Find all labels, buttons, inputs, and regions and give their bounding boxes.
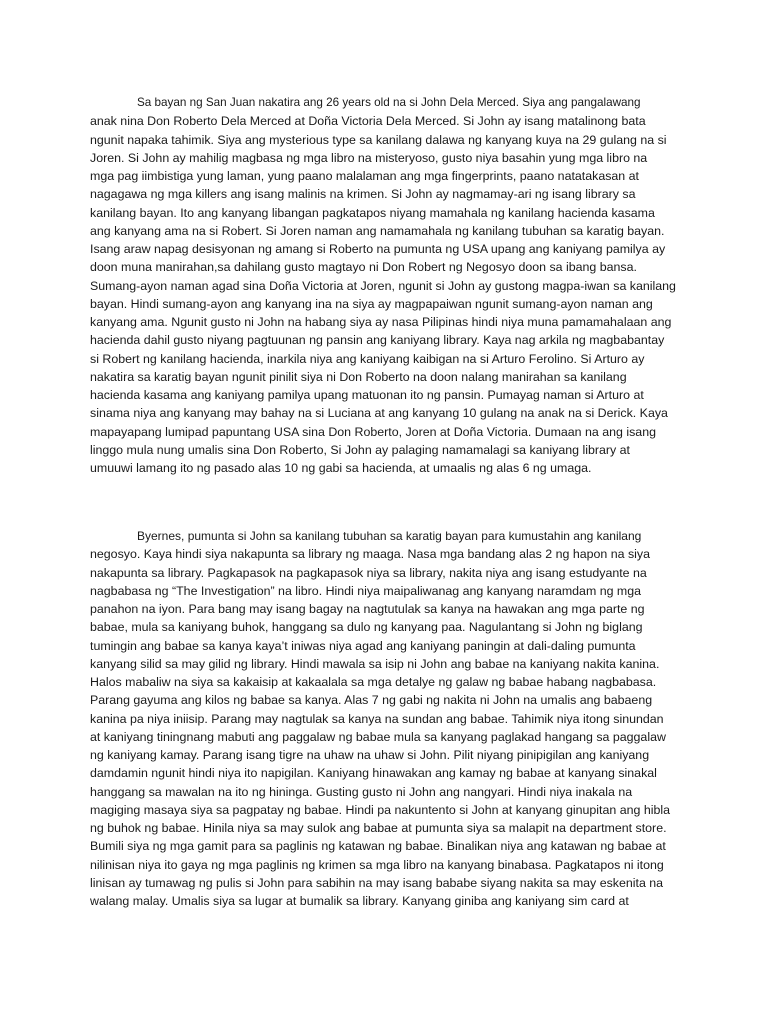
text-line: ng kaniyang kamay. Parang isang tigre na uhaw na uhaw si John. Pilit niyang pinipigilan ang kaniyang <box>90 748 650 762</box>
text-line: linggo mula nung umalis sina Don Roberto, Si John ay palaging namamalagi sa kaniyang library at <box>90 442 630 457</box>
text-line: walang malay. Umalis siya sa lugar at bumalik sa library. Kanyang giniba ang kaniyang sim card at <box>90 894 629 908</box>
text-line: Parang gayuma ang kilos ng babae sa kanya. Alas 7 ng gabi ng nakita ni John na umalis ang babaeng <box>90 693 653 708</box>
text-line: Sumang-ayon naman agad sina Doña Victoria at Joren, ngunit si John ay gustong magpa-iwan sa kanilang <box>90 278 676 293</box>
text-line: nakapunta sa library. Pagkapasok na pagkapasok niya sa library, nakita niya ang isang estudyante na <box>90 565 647 580</box>
text-line: bayan. Hindi sumang-ayon ang kanyang ina na siya ay magpapaiwan ngunit sumang-ayon naman ang <box>90 296 653 311</box>
text-line: kanilang bayan. Ito ang kanyang libangan pagkatapos niyang mamahala ng kanilang hacienda kasama <box>90 205 655 220</box>
paragraph-2 <box>90 527 690 910</box>
text-line: ng buhok ng babae. Hinila niya sa may sulok ang babae at pumunta siya sa malapit na department store. <box>90 821 667 835</box>
text-line: babae, mula sa kaniyang buhok, hanggang sa dulo ng kanyang paa. Nagulantang si John ng biglang <box>90 620 643 635</box>
text-line: kanina pa niya iniisip. Parang may nagtulak sa kanya na sundan ang babae. Tahimik niya itong sinundan <box>90 711 664 726</box>
text-line: nilinisan niya ito gaya ng mga paglinis ng krimen sa mga libro na kanyang binabasa. Pagkatapos ni itong <box>90 857 664 872</box>
text-line: Sa bayan ng San Juan nakatira ang 26 years old na si John Dela Merced. Siya ang pangalawang <box>137 96 641 109</box>
text-line: mapayapang lumipad papuntang USA sina Don Roberto, Joren at Doña Victoria. Dumaan na ang isang <box>90 424 656 439</box>
text-line: hacienda kasama ang kaniyang pamilya upang matuonan ito ng pansin. Pumayag naman si Arturo at <box>90 388 644 402</box>
text-line: si Robert ng kanilang hacienda, inarkila niya ang kaniyang kaibigan na si Arturo Ferolino. Si Arturo ay <box>90 351 645 366</box>
text-line: nagbabasa ng “The Investigation” na libro. Hindi niya maipaliwanag ang kanyang naramdam ng mga <box>90 583 642 598</box>
text-line: Joren. Si John ay mahilig magbasa ng mga libro na misteryoso, gusto niya basahin yung mga libro na <box>90 150 648 165</box>
text-line: doon muna manirahan,sa dahilang gusto magtayo ni Don Robert ng Negosyo doon sa ibang bansa. <box>90 260 637 275</box>
text-line: panahon na iyon. Para bang may isang bagay na nagtutulak sa kanya na hawakan ang mga parte ng <box>90 602 645 616</box>
text-line: Halos mabaliw na siya sa kakaisip at kakaalala sa mga detalye ng galaw ng babae habang nagbabasa. <box>90 675 657 689</box>
text-line: magiging masaya siya sa pagpatay ng babae. Hindi pa nakuntento si John at kanyang ginupitan ang hibla <box>90 802 671 817</box>
text-line: Byernes, pumunta si John sa kanilang tubuhan sa karatig bayan para kumustahin ang kanilang <box>137 529 642 543</box>
text-line: hacienda dahil gusto niyang pagtuunan ng pansin ang kaniyang library. Kaya nag arkila ng magbabantay <box>90 333 665 348</box>
text-line: ang kanyang ama na si Robert. Si Joren naman ang namamahala ng kanilang tubuhan sa karatig bayan. <box>90 223 665 238</box>
text-line: kanyang silid sa may gilid ng library. Hindi mawala sa isip ni John ang babae na kaniyang nakita kanina. <box>90 656 660 671</box>
text-line: ngunit napaka tahimik. Siya ang mysterious type sa kanilang dalawa ng kanyang kuya na 29 gulang na si <box>90 132 667 147</box>
text-line: anak nina Don Roberto Dela Merced at Doña Victoria Dela Merced. Si John ay isang matalinong bata <box>90 114 646 129</box>
text-line: damdamin ngunit hindi niya ito napigilan. Kaniyang hinawakan ang kamay ng babae at kanyang sinakal <box>90 766 657 781</box>
text-line: tumingin ang babae sa kanya kaya’t iniwas niya agad ang kaniyang paningin at dali-daling pumunta <box>90 638 636 653</box>
text-line: umuuwi lamang ito ng pasado alas 10 ng gabi sa hacienda, at umaalis ng alas 6 ng umaga. <box>90 461 592 475</box>
text-line: Isang araw napag desisyonan ng amang si Roberto na pumunta ng USA upang ang kaniyang pamilya ay <box>90 242 666 256</box>
text-line: sinama niya ang kanyang may bahay na si Luciana at ang kanyang 10 gulang na anak na si Derick. Kaya <box>90 406 668 421</box>
text-line: hanggang sa mawalan na ito ng hininga. Gusting gusto ni John ang nangyari. Hindi niya inakala na <box>90 784 633 799</box>
text-line: Bumili siya ng mga gamit para sa paglinis ng katawan ng babae. Binalikan niya ang katawan ng babae at <box>90 839 666 854</box>
text-line: nagagawa ng mga killers ang isang malinis na krimen. Si John ay nagmamay-ari ng isang library sa <box>90 187 636 202</box>
text-line: kanyang ama. Ngunit gusto ni John na habang siya ay nasa Pilipinas hindi niya muna pamamahalaan ang <box>90 315 672 329</box>
text-line: negosyo. Kaya hindi siya nakapunta sa library ng maaga. Nasa mga bandang alas 2 ng hapon na siya <box>90 547 651 562</box>
text-line: linisan ay tumawag ng pulis si John para sabihin na may isang bababe siyang nakita sa may eskenita na <box>90 875 664 890</box>
text-line: mga pag iimbistiga yung laman, yung paano malalaman ang mga fingerprints, paano natatakasan at <box>90 169 639 183</box>
text-line: at kaniyang tiningnang mabuti ang paggalaw ng babae mula sa kanyang paglakad hangang sa paggalaw <box>90 729 666 744</box>
paragraph-1 <box>90 94 690 477</box>
text-line: nakatira sa karatig bayan ngunit pinilit siya ni Don Roberto na doon nalang manirahan sa kanilang <box>90 369 627 384</box>
